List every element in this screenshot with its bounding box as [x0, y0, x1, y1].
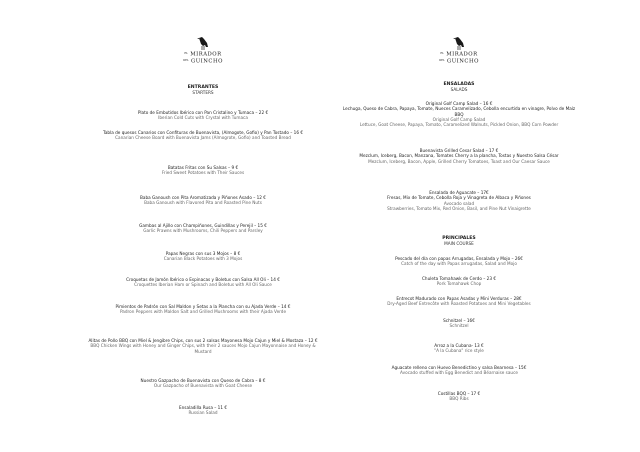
item-name-en: Iberian Cold Cuts with Crystal with Tumaca: [158, 115, 248, 121]
menu-item: [342, 365, 576, 376]
item-name-en: Croquettes Iberian Ham or Spinach and Boletus with All Oli Sauce: [134, 282, 272, 288]
menu-item: [86, 130, 320, 141]
bird-logo-icon: [452, 36, 466, 51]
item-desc-es: Mezclum, Iceberg, Bacon, Manzana, Tomates Cherry a la plancha, Tostas y Nuestro Salsa César: [359, 153, 559, 159]
item-name-en: "A la Cubana" rice style: [434, 348, 484, 354]
menu-item: [86, 405, 320, 416]
item-name-es: Arroz a la Cubana- 13 €: [434, 343, 484, 348]
item-name-en: Canarian Cheese Board with Buenavista Jams (Almogrote, Gofio) and Toasted Bread: [115, 135, 291, 141]
section-title: PRINCIPALES: [442, 236, 476, 241]
item-name-es: Costillas BQQ – 17 €: [437, 391, 481, 396]
item-desc-en: Mezclum, Iceberg, Bacon, Apple, Grilled Cherry Tomatoes, Toast and Our Caesar Sauce: [368, 158, 550, 164]
item-name-es: Original Golf Camp Salad – 16 €: [425, 101, 493, 106]
item-name-es: Nuestro Gazpacho de Buenavista con Queso de Cabra – 8 €: [140, 378, 266, 383]
item-name-es: Entrecot Madurado con Papas Asadas y Mini Verduras – 28€: [396, 296, 522, 301]
logo: [342, 36, 576, 62]
menu-item: [86, 277, 320, 288]
menu-item: [86, 338, 320, 354]
item-name-es: Plato de Embutidos Ibérico con Pan Cristalino y Tumaca – 22 €: [137, 110, 269, 115]
starters-heading: [86, 85, 320, 96]
logo-text: EL MIRADOR DEL GUINCHO: [439, 51, 479, 64]
item-desc-es: Fresas, Mix de Tomate, Cebolla Roja y Vinagreta de Albaca y Piñones: [387, 195, 531, 201]
menu-item: [342, 256, 576, 267]
menu-item: [342, 101, 576, 127]
item-name-es: Gambas al Ajillo con Champiñones, Guindillas y Perejil – 15 €: [139, 223, 267, 228]
item-name-en: Baba Ganoush with Flavored Pita and Roasted Pine Nuts: [144, 200, 262, 206]
menu-item: [86, 378, 320, 389]
section-subtitle: MAIN COURSE: [444, 241, 474, 247]
item-name-en: Catch of the day with Papas arrugadas, Salad and Mojo: [401, 261, 517, 267]
menu-item: [342, 190, 576, 211]
item-name-es: Pimientos de Padrón con Sal Maldon y Setas a la Plancha con su Ajada Verde – 14 €: [115, 304, 291, 309]
item-name-en: Pork Tomahawk Chop: [436, 281, 482, 287]
bird-logo-icon: [196, 36, 210, 51]
item-name-en: BBQ Ribs: [449, 396, 469, 402]
item-name-es: Chuleta Tomahawk de Cerdo – 23 €: [422, 276, 496, 281]
item-name-es: Baba Ganoush con Pita Aromatizada y Piñones Asado – 12 €: [140, 195, 266, 200]
menu-item: [342, 343, 576, 354]
item-name-en: BBQ Chicken Wings with Honey and Ginger Chips, with their 2 sauces Mojo Cajun Mayonnaise and Honey & Mustard: [90, 343, 316, 354]
menu-item: [86, 223, 320, 234]
logo-text: EL MIRADOR DEL GUINCHO: [183, 51, 223, 64]
item-name-en: Avocado stuffed with Egg Benedict and Béarnaise sauce: [400, 370, 518, 376]
section-subtitle: STARTERS: [192, 90, 214, 96]
item-name-en: Dry-Aged Beef Entrecôte with Roasted Potatoes and Mini Vegetables: [387, 301, 531, 307]
menu-item: [86, 110, 320, 121]
salads-heading: [342, 82, 576, 93]
item-name-es: Pescado del día con papas Arrugadas, Ensalada y Mojo – 26€: [395, 256, 523, 261]
item-desc-es: Lechuga, Queso de Cabra, Papaya, Tomate, Nueces Caramelizado, Cebolla encurtida en vinagre, Polvo de Maíz BBQ: [342, 106, 576, 117]
menu-item: [86, 165, 320, 176]
menu-item: [342, 148, 576, 164]
item-desc-en: Lettuce, Goat Cheese, Papaya, Tomato, Caramelized Walnuts, Pickled Onion, BBQ Corn Powder: [359, 122, 559, 128]
item-name-es: Tabla de quesos Canarios con Confituras de Buenavista, (Almogote, Gofio) y Pan Tostado – 16 €: [102, 130, 303, 135]
item-name-en: Original Golf Camp Salad: [432, 116, 486, 122]
menu-item: [342, 296, 576, 307]
item-name-es: Ensalada de Aguacate – 17€: [429, 190, 489, 195]
menu-item: [86, 251, 320, 262]
item-name-es: Alitas de Pollo BBQ con Miel & Jengibre Chips, con sus 2 salsas Mayonesa Mojo Cajun y Miel & Mostaza – 12 €: [88, 338, 318, 343]
item-desc-en: Strawberries, Tomato Mix, Red Onion, Basil, and Pine Nut Vinaigrette: [387, 205, 531, 211]
item-name-en: Schnitzel: [449, 323, 469, 329]
logo: [86, 36, 320, 62]
item-name-es: Ensaladilla Rusa – 11 €: [178, 405, 228, 410]
item-name-en: Fried Sweet Potatoes with Their Sauces: [161, 170, 245, 176]
item-name-es: Schnitzel – 16€: [443, 318, 475, 323]
menu-item: [342, 318, 576, 329]
menu-item: [342, 391, 576, 402]
menu-item: [342, 276, 576, 287]
menu-item: [86, 195, 320, 206]
item-name-es: Batatas Fritas con Su Salsas – 9 €: [167, 165, 239, 170]
item-name-en: Avocado salad: [443, 200, 475, 206]
item-name-en: Padron Peppers with Maldon Salt and Grilled Mushrooms with their Ajada Verde: [119, 309, 287, 315]
item-name-en: Garlic Prawns with Mushrooms, Chili Peppers and Parsley: [143, 228, 263, 234]
section-title: ENTRANTES: [187, 85, 219, 90]
item-name-en: Russian Salad: [188, 410, 218, 416]
item-name-es: Croquetas de Jamón Ibérico o Espinacas y Boletus con Salsa All Oli – 14 €: [126, 277, 280, 282]
main-course-heading: [342, 236, 576, 247]
section-title: ENSALADAS: [443, 82, 475, 87]
item-name-en: Our Gazpacho of Buenavista with Goat Cheese: [153, 383, 253, 389]
item-name-es: Papas Negras con sus 3 Mojos – 8 €: [165, 251, 241, 256]
item-name-es: Buenavista Grilled Cesar Salad – 17 €: [419, 148, 499, 153]
item-name-es: Aguacate relleno con Huevo Benedictino y salsa Bearnesa – 15€: [391, 365, 527, 370]
menu-item: [86, 304, 320, 315]
item-name-en: Canarian Black Potatoes with 3 Mojos: [163, 256, 243, 262]
section-subtitle: SALADS: [450, 87, 468, 93]
